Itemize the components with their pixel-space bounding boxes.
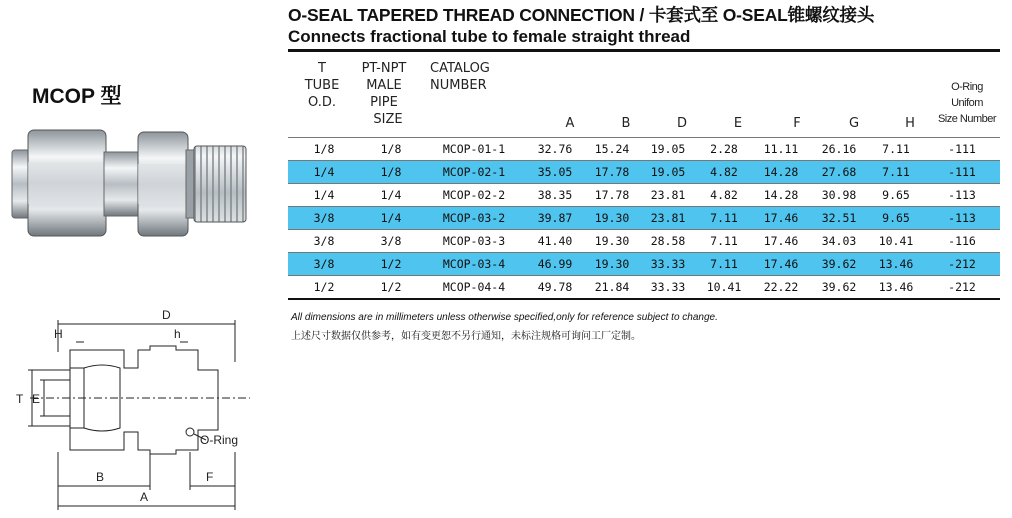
- cell-dim-e: 7.11: [696, 230, 752, 253]
- cell-dim-h: 13.46: [868, 253, 924, 276]
- cell-pipe-size: 3/8: [360, 230, 422, 253]
- cell-oring-size: -212: [924, 253, 1000, 276]
- cell-dim-h: 7.11: [868, 161, 924, 184]
- label-f: F: [206, 470, 214, 484]
- cell-dim-b: 17.78: [584, 161, 640, 184]
- cell-tube-od: 1/8: [288, 138, 360, 161]
- cell-dim-h: 10.41: [868, 230, 924, 253]
- cell-dim-e: 7.11: [696, 253, 752, 276]
- cell-dim-f: 17.46: [752, 230, 810, 253]
- cell-dim-h: 13.46: [868, 276, 924, 300]
- cell-oring-size: -113: [924, 184, 1000, 207]
- header-a: A: [565, 116, 575, 131]
- cell-dim-b: 19.30: [584, 207, 640, 230]
- cell-dim-d: 33.33: [640, 253, 696, 276]
- cell-dim-d: 23.81: [640, 207, 696, 230]
- cell-dim-b: 19.30: [584, 230, 640, 253]
- cell-dim-h: 7.11: [868, 138, 924, 161]
- cell-catalog-number: MCOP-02-1: [422, 161, 526, 184]
- cell-dim-f: 11.11: [752, 138, 810, 161]
- cell-pipe-size: 1/8: [360, 161, 422, 184]
- cell-dim-g: 27.68: [810, 161, 868, 184]
- cell-dim-f: 17.46: [752, 253, 810, 276]
- cell-dim-g: 30.98: [810, 184, 868, 207]
- header-f: F: [793, 116, 801, 131]
- title-rule: [288, 49, 1000, 52]
- cell-catalog-number: MCOP-03-3: [422, 230, 526, 253]
- cell-tube-od: 1/4: [288, 161, 360, 184]
- table-row: [288, 253, 1000, 276]
- cell-dim-b: 19.30: [584, 253, 640, 276]
- cell-dim-d: 33.33: [640, 276, 696, 300]
- cell-dim-e: 2.28: [696, 138, 752, 161]
- cell-catalog-number: MCOP-03-4: [422, 253, 526, 276]
- cell-dim-e: 4.82: [696, 184, 752, 207]
- page-title: O-SEAL TAPERED THREAD CONNECTION / 卡套式至 O-SEAL锥螺纹接头: [288, 5, 875, 25]
- cell-oring-size: -111: [924, 161, 1000, 184]
- cell-oring-size: -111: [924, 138, 1000, 161]
- cell-dim-h: 9.65: [868, 207, 924, 230]
- header-pipe-size: PT-NPT MALE PIPE SIZE: [361, 61, 407, 127]
- cell-pipe-size: 1/4: [360, 184, 422, 207]
- cell-catalog-number: MCOP-04-4: [422, 276, 526, 300]
- cell-dim-a: 38.35: [526, 184, 584, 207]
- cell-dim-f: 17.46: [752, 207, 810, 230]
- cell-catalog-number: MCOP-01-1: [422, 138, 526, 161]
- fitting-photo: [8, 120, 248, 265]
- label-oring: O-Ring: [200, 433, 239, 447]
- cell-dim-b: 17.78: [584, 184, 640, 207]
- label-b: B: [96, 470, 105, 484]
- cell-dim-a: 41.40: [526, 230, 584, 253]
- cell-catalog-number: MCOP-02-2: [422, 184, 526, 207]
- cell-tube-od: 3/8: [288, 207, 360, 230]
- label-h-upper: H: [54, 327, 63, 341]
- cell-dim-d: 28.58: [640, 230, 696, 253]
- page-subtitle: Connects fractional tube to female straight thread: [288, 27, 691, 46]
- cell-pipe-size: 1/8: [360, 138, 422, 161]
- table-row: [288, 207, 1000, 230]
- cell-pipe-size: 1/2: [360, 276, 422, 300]
- cell-dim-e: 4.82: [696, 161, 752, 184]
- cell-dim-f: 14.28: [752, 161, 810, 184]
- note-chinese: 上述尺寸数据仅供参考，如有变更恕不另行通知，未标注规格可询问工厂定制。: [291, 331, 641, 342]
- cell-tube-od: 1/4: [288, 184, 360, 207]
- header-oring: O-Ring Unifom Size Number: [937, 81, 997, 125]
- cell-dim-e: 10.41: [696, 276, 752, 300]
- header-e: E: [733, 116, 743, 131]
- tube-end: [12, 150, 30, 218]
- label-d: D: [162, 308, 171, 322]
- table-row: [288, 184, 1000, 207]
- cell-oring-size: -116: [924, 230, 1000, 253]
- header-d: D: [676, 116, 687, 131]
- table-row: [288, 161, 1000, 184]
- cell-dim-a: 49.78: [526, 276, 584, 300]
- body-neck: [104, 152, 140, 216]
- cell-tube-od: 1/2: [288, 276, 360, 300]
- cell-oring-size: -212: [924, 276, 1000, 300]
- male-thread: [194, 146, 246, 222]
- cell-dim-d: 19.05: [640, 161, 696, 184]
- cell-dim-d: 23.81: [640, 184, 696, 207]
- cell-dim-a: 32.76: [526, 138, 584, 161]
- cell-dim-g: 39.62: [810, 276, 868, 300]
- cell-pipe-size: 1/2: [360, 253, 422, 276]
- cell-pipe-size: 1/4: [360, 207, 422, 230]
- cell-dim-d: 19.05: [640, 138, 696, 161]
- cell-tube-od: 3/8: [288, 230, 360, 253]
- cell-dim-g: 32.51: [810, 207, 868, 230]
- header-catalog: CATALOG NUMBER: [430, 61, 490, 93]
- header-b: B: [621, 116, 631, 131]
- cell-dim-g: 39.62: [810, 253, 868, 276]
- cell-dim-g: 34.03: [810, 230, 868, 253]
- cell-dim-b: 21.84: [584, 276, 640, 300]
- cell-dim-h: 9.65: [868, 184, 924, 207]
- note-english: All dimensions are in millimeters unless otherwise specified,only for reference subject to change.: [291, 312, 718, 323]
- technical-drawing: [10, 302, 270, 514]
- cell-dim-a: 46.99: [526, 253, 584, 276]
- cell-dim-a: 35.05: [526, 161, 584, 184]
- label-e: E: [32, 392, 41, 406]
- table-row: [288, 276, 1000, 300]
- header-tube-od: T TUBE O.D.: [304, 61, 340, 110]
- nut-left-face: [28, 162, 106, 204]
- cell-catalog-number: MCOP-03-2: [422, 207, 526, 230]
- cell-dim-a: 39.87: [526, 207, 584, 230]
- body-hex-face: [138, 164, 188, 204]
- label-t: T: [16, 392, 24, 406]
- cell-dim-e: 7.11: [696, 207, 752, 230]
- cell-dim-f: 22.22: [752, 276, 810, 300]
- model-name: MCOP 型: [32, 85, 122, 108]
- cell-dim-g: 26.16: [810, 138, 868, 161]
- dimensions-table: [288, 137, 1000, 300]
- cell-oring-size: -113: [924, 207, 1000, 230]
- table-row: [288, 138, 1000, 161]
- table-row: [288, 230, 1000, 253]
- label-h-lower: h: [174, 327, 181, 341]
- label-a: A: [140, 490, 149, 504]
- header-g: G: [848, 116, 860, 131]
- header-h: H: [905, 116, 915, 131]
- cell-tube-od: 3/8: [288, 253, 360, 276]
- cell-dim-b: 15.24: [584, 138, 640, 161]
- cell-dim-f: 14.28: [752, 184, 810, 207]
